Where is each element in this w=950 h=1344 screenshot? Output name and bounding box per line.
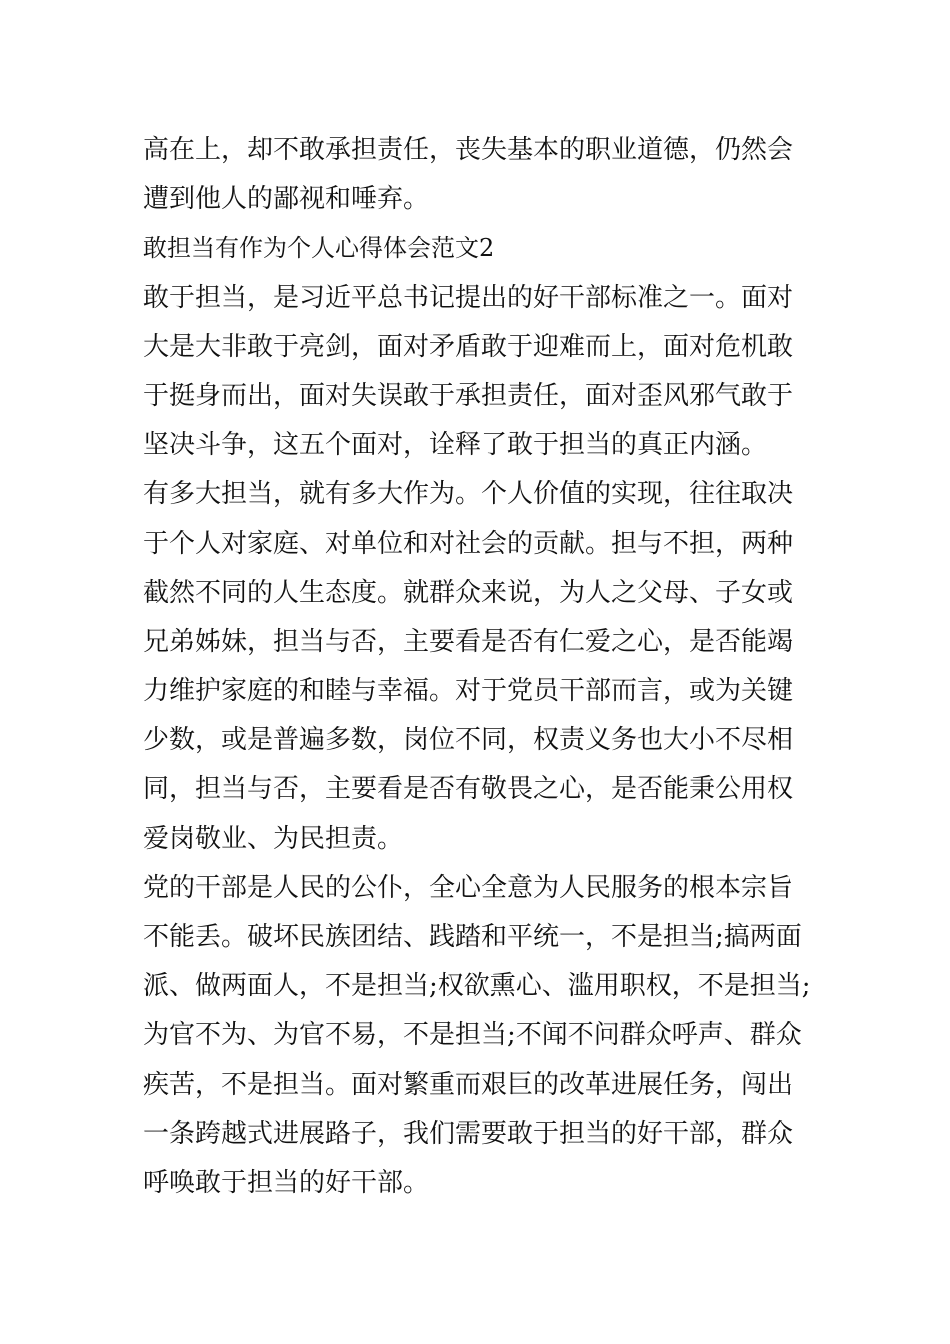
text-line: 力维护家庭的和睦与幸福。对于党员干部而言，或为关键 bbox=[143, 676, 794, 707]
text-line: 敢于担当，是习近平总书记提出的好干部标准之一。面对 bbox=[143, 282, 794, 313]
text-line: 呼唤敢于担当的好干部。 bbox=[143, 1167, 430, 1198]
text-line: 党的干部是人民的公仆，全心全意为人民服务的根本宗旨 bbox=[143, 872, 794, 903]
text-line: 大是大非敢于亮剑，面对矛盾敢于迎难而上，面对危机敢 bbox=[143, 331, 794, 362]
text-line: 于个人对家庭、对单位和对社会的贡献。担与不担，两种 bbox=[143, 528, 794, 559]
text-line: 疾苦，不是担当。面对繁重而艰巨的改革进展任务，闯出 bbox=[143, 1069, 794, 1100]
text-line: 少数，或是普遍多数，岗位不同，权责义务也大小不尽相 bbox=[143, 725, 794, 756]
text-line: 一条跨越式进展路子，我们需要敢于担当的好干部，群众 bbox=[143, 1118, 794, 1149]
text-line: 于挺身而出，面对失误敢于承担责任，面对歪风邪气敢于 bbox=[143, 380, 794, 411]
text-line: 坚决斗争，这五个面对，诠释了敢于担当的真正内涵。 bbox=[143, 430, 768, 461]
text-line: 派、做两面人，不是担当;权欲熏心、滥用职权，不是担当; bbox=[143, 971, 811, 1002]
text-line: 兄弟姊妹，担当与否，主要看是否有仁爱之心，是否能竭 bbox=[143, 626, 794, 657]
text-line: 同，担当与否，主要看是否有敬畏之心，是否能秉公用权 bbox=[143, 774, 794, 805]
text-line: 截然不同的人生态度。就群众来说，为人之父母、子女或 bbox=[143, 577, 794, 608]
text-line: 高在上，却不敢承担责任，丧失基本的职业道德，仍然会 bbox=[143, 135, 794, 165]
document-body bbox=[143, 126, 823, 1208]
text-line: 有多大担当，就有多大作为。个人价值的实现，往往取决 bbox=[143, 479, 794, 510]
text-line: 遭到他人的鄙视和唾弃。 bbox=[143, 184, 430, 215]
text-line: 不能丢。破坏民族团结、践踏和平统一，不是担当;搞两面 bbox=[143, 922, 802, 952]
text-line: 爱岗敬业、为民担责。 bbox=[143, 823, 404, 854]
section-heading: 敢担当有作为个人心得体会范文2 bbox=[143, 234, 495, 263]
text-line: 为官不为、为官不易，不是担当;不闻不问群众呼声、群众 bbox=[143, 1020, 802, 1051]
